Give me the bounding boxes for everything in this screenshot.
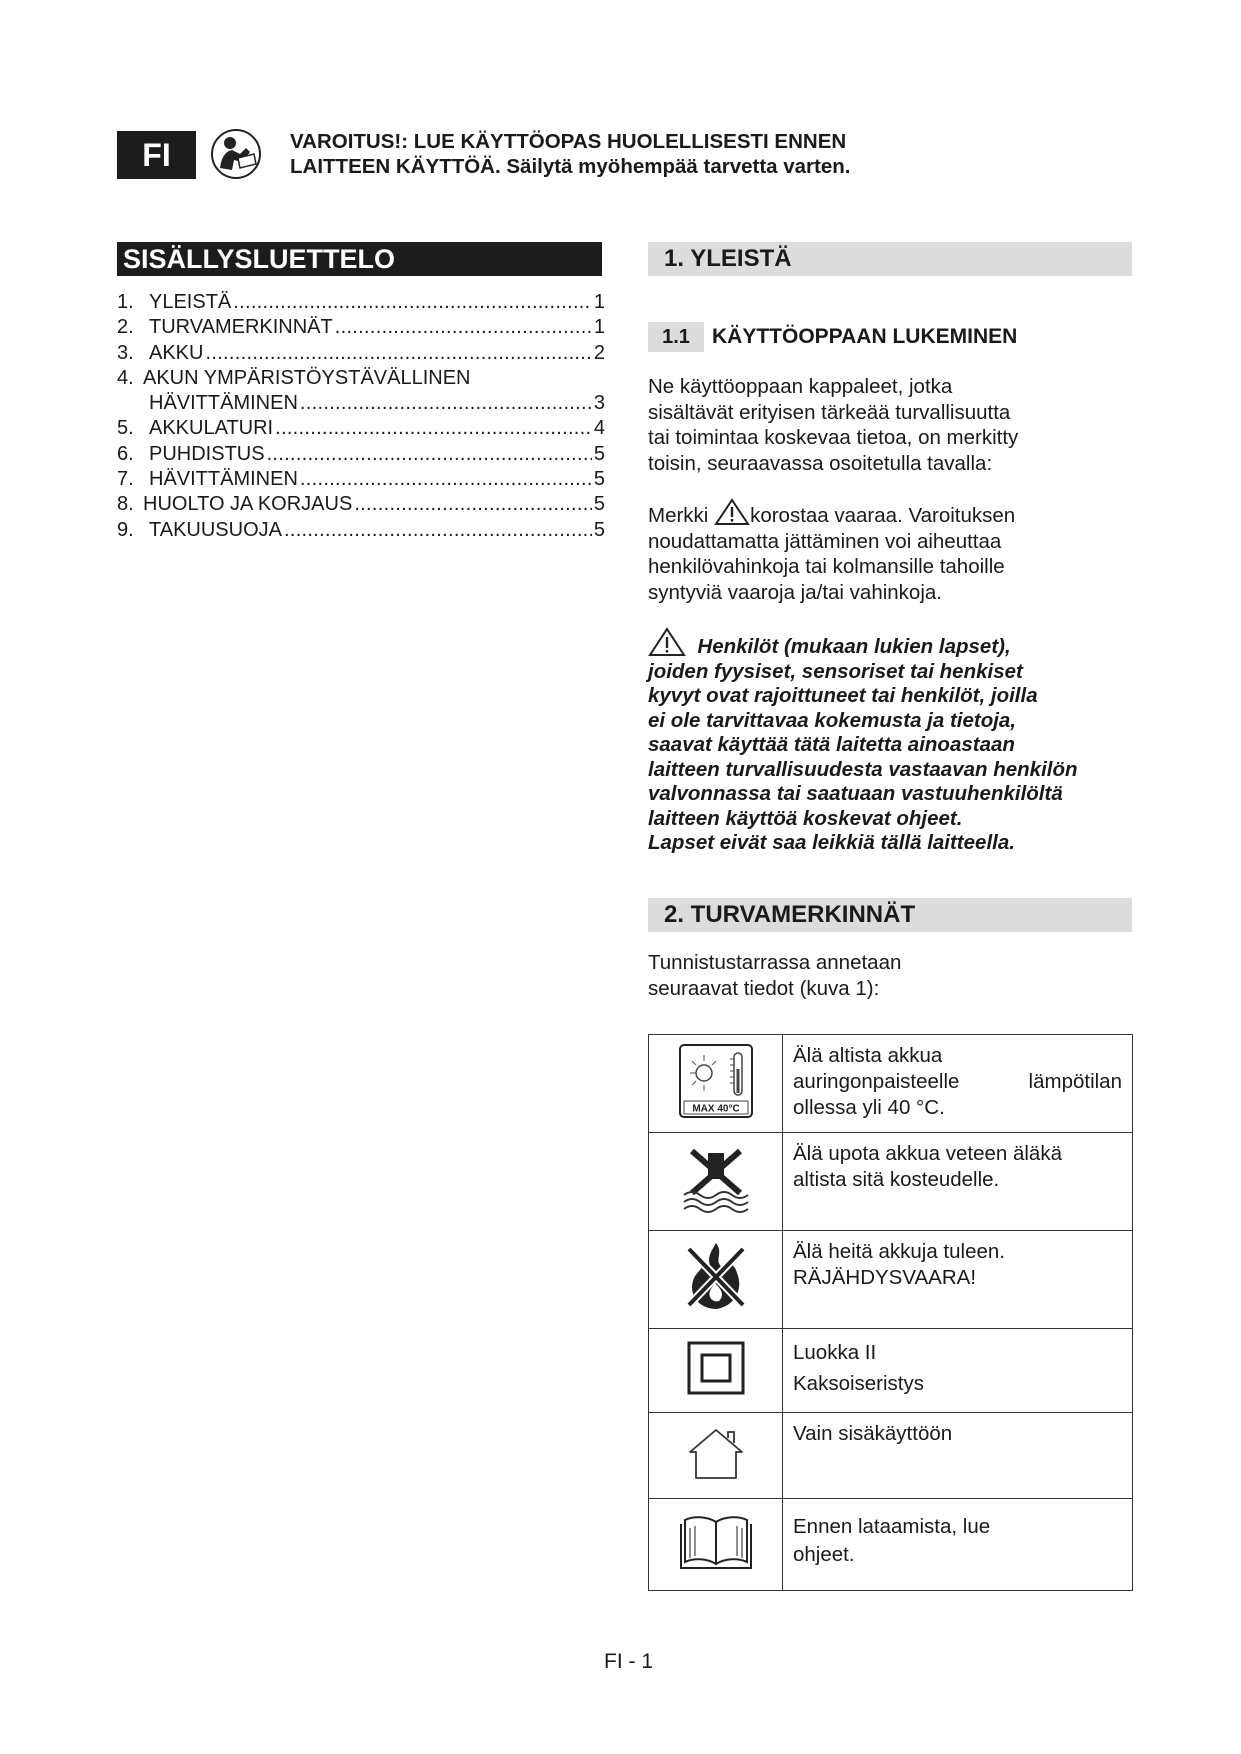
text-fragment: Merkki bbox=[648, 504, 715, 527]
toc-page: 3 bbox=[593, 392, 605, 415]
sun-temperature-icon bbox=[678, 1043, 754, 1119]
text-line: Vain sisäkäyttöön bbox=[793, 1422, 953, 1445]
house-icon bbox=[684, 1424, 748, 1482]
text-line: Kaksoiseristys bbox=[793, 1372, 925, 1395]
text-line: RÄJÄHDYSVAARA! bbox=[793, 1266, 977, 1289]
toc-num: 9. bbox=[117, 518, 134, 541]
toc-num: 4. bbox=[117, 366, 134, 389]
double-insulation-icon bbox=[686, 1340, 746, 1396]
text-line: ohjeet. bbox=[793, 1543, 855, 1566]
table-row bbox=[649, 1499, 1133, 1591]
toc-num: 1. bbox=[117, 291, 134, 313]
language-badge: FI bbox=[117, 131, 196, 179]
toc-page: 2 bbox=[593, 341, 605, 364]
toc-page: 1 bbox=[593, 316, 605, 339]
toc-page: 5 bbox=[593, 468, 605, 491]
toc-item[interactable] bbox=[117, 416, 605, 441]
toc-num: 8. bbox=[117, 493, 134, 516]
text-line: seuraavat tiedot (kuva 1): bbox=[648, 976, 880, 1000]
text-line: Ennen lataamista, lue bbox=[793, 1515, 991, 1538]
text-line: joiden fyysiset, sensoriset tai henkiset bbox=[648, 659, 1023, 683]
symbol-description bbox=[783, 1133, 1133, 1231]
max-temp-label: MAX 40°C bbox=[691, 1103, 740, 1115]
symbol-cell bbox=[649, 1499, 783, 1591]
toc-label: TURVAMERKINNÄT bbox=[149, 316, 333, 339]
text-line: laitteen turvallisuudesta vastaavan henkilön bbox=[648, 757, 1078, 781]
text-line: Älä heitä akkuja tuleen. bbox=[793, 1240, 1005, 1263]
text-line: ei ole tarvittavaa kokemusta ja tietoja, bbox=[648, 708, 1017, 732]
toc-label: AKKULATURI bbox=[149, 417, 274, 440]
page-number: FI - 1 bbox=[604, 1650, 654, 1673]
text-line: Luokka II bbox=[793, 1341, 877, 1364]
subsection-number: 1.1 bbox=[648, 322, 704, 352]
toc-label: AKUN YMPÄRISTÖYSTÄVÄLLINEN bbox=[143, 366, 471, 389]
warning-triangle-icon bbox=[714, 498, 750, 526]
text-line: tai toimintaa koskevaa tietoa, on merkitty bbox=[648, 426, 1019, 449]
toc-item[interactable] bbox=[117, 315, 605, 340]
symbol-cell bbox=[649, 1413, 783, 1499]
toc-label: HÄVITTÄMINEN bbox=[149, 468, 298, 491]
toc-item-cont[interactable] bbox=[117, 391, 605, 416]
table-of-contents bbox=[117, 290, 605, 543]
section-2-title: 2. TURVAMERKINNÄT bbox=[648, 898, 1132, 932]
toc-label: AKKU bbox=[149, 341, 204, 364]
safety-warning bbox=[648, 627, 1138, 856]
symbol-description bbox=[783, 1413, 1133, 1499]
symbol-cell bbox=[649, 1231, 783, 1329]
text-line: Älä altista akkua bbox=[793, 1044, 943, 1067]
text-line: Ne käyttöoppaan kappaleet, jotka bbox=[648, 375, 953, 398]
toc-num: 5. bbox=[117, 417, 134, 440]
section-1-title: 1. YLEISTÄ bbox=[648, 242, 1132, 276]
toc-num: 6. bbox=[117, 442, 134, 465]
toc-item[interactable] bbox=[117, 341, 605, 366]
toc-item[interactable] bbox=[117, 290, 605, 315]
text-line: kyvyt ovat rajoittuneet tai henkilöt, joilla bbox=[648, 684, 1038, 707]
toc-num: 2. bbox=[117, 316, 134, 339]
text-fragment: Henkilöt (mukaan lukien lapset), bbox=[697, 635, 1011, 658]
toc-page: 5 bbox=[593, 442, 605, 465]
no-fire-icon bbox=[681, 1239, 751, 1315]
toc-item[interactable] bbox=[117, 467, 605, 492]
text-line: noudattamatta jättäminen voi aiheuttaa bbox=[648, 529, 1002, 553]
warning-symbol-paragraph bbox=[648, 498, 1118, 605]
symbol-description bbox=[783, 1231, 1133, 1329]
symbol-cell bbox=[649, 1133, 783, 1231]
toc-num: 7. bbox=[117, 468, 134, 491]
toc-label: PUHDISTUS bbox=[149, 442, 265, 465]
toc-label: YLEISTÄ bbox=[149, 291, 232, 313]
symbol-description bbox=[783, 1499, 1133, 1591]
symbol-description bbox=[783, 1035, 1133, 1133]
safety-symbols-table bbox=[648, 1034, 1133, 1591]
toc-num: 3. bbox=[117, 341, 134, 364]
toc-label: HÄVITTÄMINEN bbox=[149, 392, 298, 415]
toc-label: HUOLTO JA KORJAUS bbox=[143, 493, 353, 516]
table-row bbox=[649, 1035, 1133, 1133]
table-row bbox=[649, 1413, 1133, 1499]
table-row bbox=[649, 1329, 1133, 1413]
text-line: Älä upota akkua veteen äläkä bbox=[793, 1142, 1062, 1165]
no-water-icon bbox=[680, 1143, 752, 1215]
text-fragment: korostaa vaaraa. Varoituksen bbox=[750, 504, 1016, 527]
symbol-cell bbox=[649, 1035, 783, 1133]
warning-header bbox=[290, 129, 850, 179]
subsection-title: KÄYTTÖOPPAAN LUKEMINEN bbox=[712, 325, 1018, 348]
text-fragment: auringonpaisteelle bbox=[793, 1070, 960, 1093]
text-line: toisin, seuraavassa osoitetulla tavalla: bbox=[648, 451, 993, 475]
text-line: henkilövahinkoja tai kolmansille tahoille bbox=[648, 555, 1005, 578]
toc-page: 5 bbox=[593, 518, 605, 541]
read-manual-icon bbox=[210, 128, 262, 180]
warning-triangle-icon bbox=[648, 627, 686, 657]
table-row bbox=[649, 1231, 1133, 1329]
text-fragment: lämpötilan bbox=[1028, 1070, 1122, 1093]
toc-item[interactable] bbox=[117, 492, 605, 517]
book-icon bbox=[679, 1512, 753, 1572]
text-line: saavat käyttää tätä laitetta ainoastaan bbox=[648, 733, 1015, 756]
text-line: Lapset eivät saa leikkiä tällä laitteella. bbox=[648, 831, 1015, 854]
toc-page: 1 bbox=[593, 291, 605, 313]
text-line: sisältävät erityisen tärkeää turvallisuutta bbox=[648, 400, 1011, 424]
intro-paragraph bbox=[648, 374, 1118, 476]
warning-line-1: VAROITUS!: LUE KÄYTTÖOPAS HUOLELLISESTI ENNEN bbox=[290, 130, 847, 153]
toc-item[interactable] bbox=[117, 366, 605, 391]
text-line: altista sitä kosteudelle. bbox=[793, 1168, 1000, 1191]
toc-item[interactable] bbox=[117, 442, 605, 467]
warning-line-2: LAITTEEN KÄYTTÖÄ. Säilytä myöhempää tarvetta varten. bbox=[290, 155, 851, 178]
text-line: syntyviä vaaroja ja/tai vahinkoja. bbox=[648, 580, 942, 604]
toc-label: TAKUUSUOJA bbox=[149, 518, 282, 541]
text-line: laitteen käyttöä koskevat ohjeet. bbox=[648, 806, 963, 830]
symbol-description bbox=[783, 1329, 1133, 1413]
subsection-1-1-heading bbox=[648, 322, 1017, 352]
section-2-intro bbox=[648, 950, 1118, 1001]
table-row bbox=[649, 1133, 1133, 1231]
toc-item[interactable] bbox=[117, 518, 605, 543]
toc-page: 5 bbox=[593, 493, 605, 516]
symbol-cell bbox=[649, 1329, 783, 1413]
text-line: ollessa yli 40 °C. bbox=[793, 1096, 945, 1119]
text-line: Tunnistustarrassa annetaan bbox=[648, 951, 902, 974]
toc-title: SISÄLLYSLUETTELO bbox=[117, 242, 602, 276]
toc-page: 4 bbox=[593, 417, 605, 440]
text-line: valvonnassa tai saatuaan vastuuhenkilöltä bbox=[648, 782, 1063, 805]
